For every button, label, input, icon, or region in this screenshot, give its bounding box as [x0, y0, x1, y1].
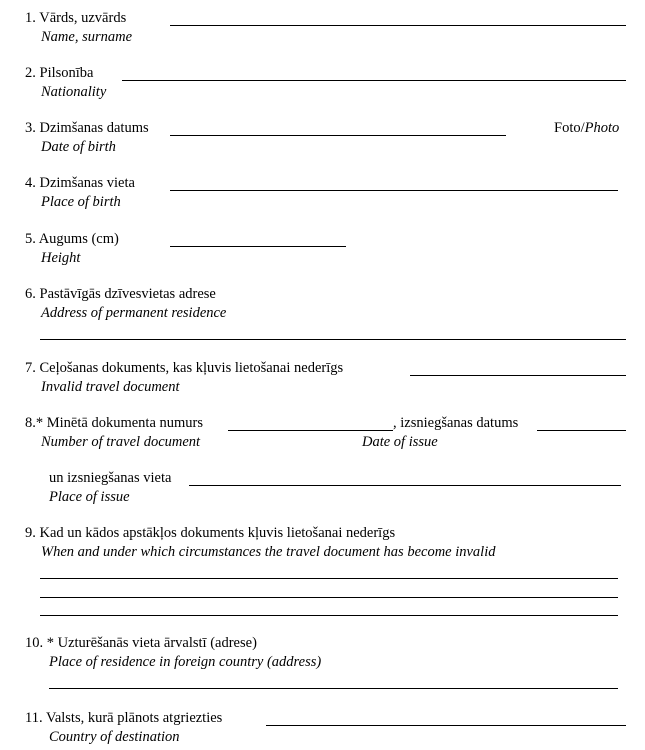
field-3-label: 3. Dzimšanas datums [25, 120, 149, 136]
field-3-line[interactable] [170, 135, 506, 136]
field-8b-line[interactable] [189, 485, 621, 486]
field-10-sublabel: Place of residence in foreign country (address) [49, 654, 322, 670]
field-5-sublabel: Height [41, 250, 81, 266]
field-11-sublabel: Country of destination [49, 729, 180, 745]
field-9-label: 9. Kad un kādos apstākļos dokuments kļuvis lietošanai nederīgs [25, 525, 396, 541]
field-9-line-3[interactable] [40, 615, 618, 616]
field-3-sublabel: Date of birth [41, 139, 116, 155]
field-1-label: 1. Vārds, uzvārds [25, 10, 127, 26]
field-2-label: 2. Pilsonība [25, 65, 94, 81]
field-4-line[interactable] [170, 190, 618, 191]
field-2-sublabel: Nationality [41, 84, 107, 100]
field-7-line[interactable] [410, 375, 626, 376]
field-8-number-line[interactable] [228, 430, 393, 431]
field-9-sublabel: When and under which circumstances the travel document has become invalid [41, 544, 496, 560]
field-7-label: 7. Ceļošanas dokuments, kas kļuvis lietošanai nederīgs [25, 360, 344, 376]
field-4-label: 4. Dzimšanas vieta [25, 175, 135, 191]
field-8b-label: un izsniegšanas vieta [49, 470, 172, 486]
field-9-line-2[interactable] [40, 597, 618, 598]
field-8-issue-date-line[interactable] [537, 430, 626, 431]
photo-label-en: Photo [584, 120, 620, 136]
field-6-label: 6. Pastāvīgās dzīvesvietas adrese [25, 286, 216, 302]
field-8-sublabel: Number of travel document [41, 434, 201, 450]
field-6-line[interactable] [40, 339, 626, 340]
field-8-issue-date-sublabel: Date of issue [362, 434, 438, 450]
field-1-sublabel: Name, surname [41, 29, 133, 45]
field-7-sublabel: Invalid travel document [41, 379, 180, 395]
photo-label-lv: Foto/ [554, 120, 585, 136]
field-11-line[interactable] [266, 725, 626, 726]
field-6-sublabel: Address of permanent residence [41, 305, 227, 321]
field-8-label: 8.* Minētā dokumenta numurs [25, 415, 204, 431]
field-1-line[interactable] [170, 25, 626, 26]
field-8b-sublabel: Place of issue [49, 489, 130, 505]
photo-label [554, 120, 619, 137]
field-5-line[interactable] [170, 246, 346, 247]
field-9-line-1[interactable] [40, 578, 618, 579]
field-10-label: 10. * Uzturēšanās vieta ārvalstī (adrese) [25, 635, 257, 651]
field-10-line[interactable] [49, 688, 618, 689]
field-2-line[interactable] [122, 80, 626, 81]
field-5-label: 5. Augums (cm) [25, 231, 119, 247]
field-8-issue-date-label: , izsniegšanas datums [393, 415, 519, 431]
field-11-label: 11. Valsts, kurā plānots atgriezties [25, 710, 223, 726]
field-4-sublabel: Place of birth [41, 194, 121, 210]
